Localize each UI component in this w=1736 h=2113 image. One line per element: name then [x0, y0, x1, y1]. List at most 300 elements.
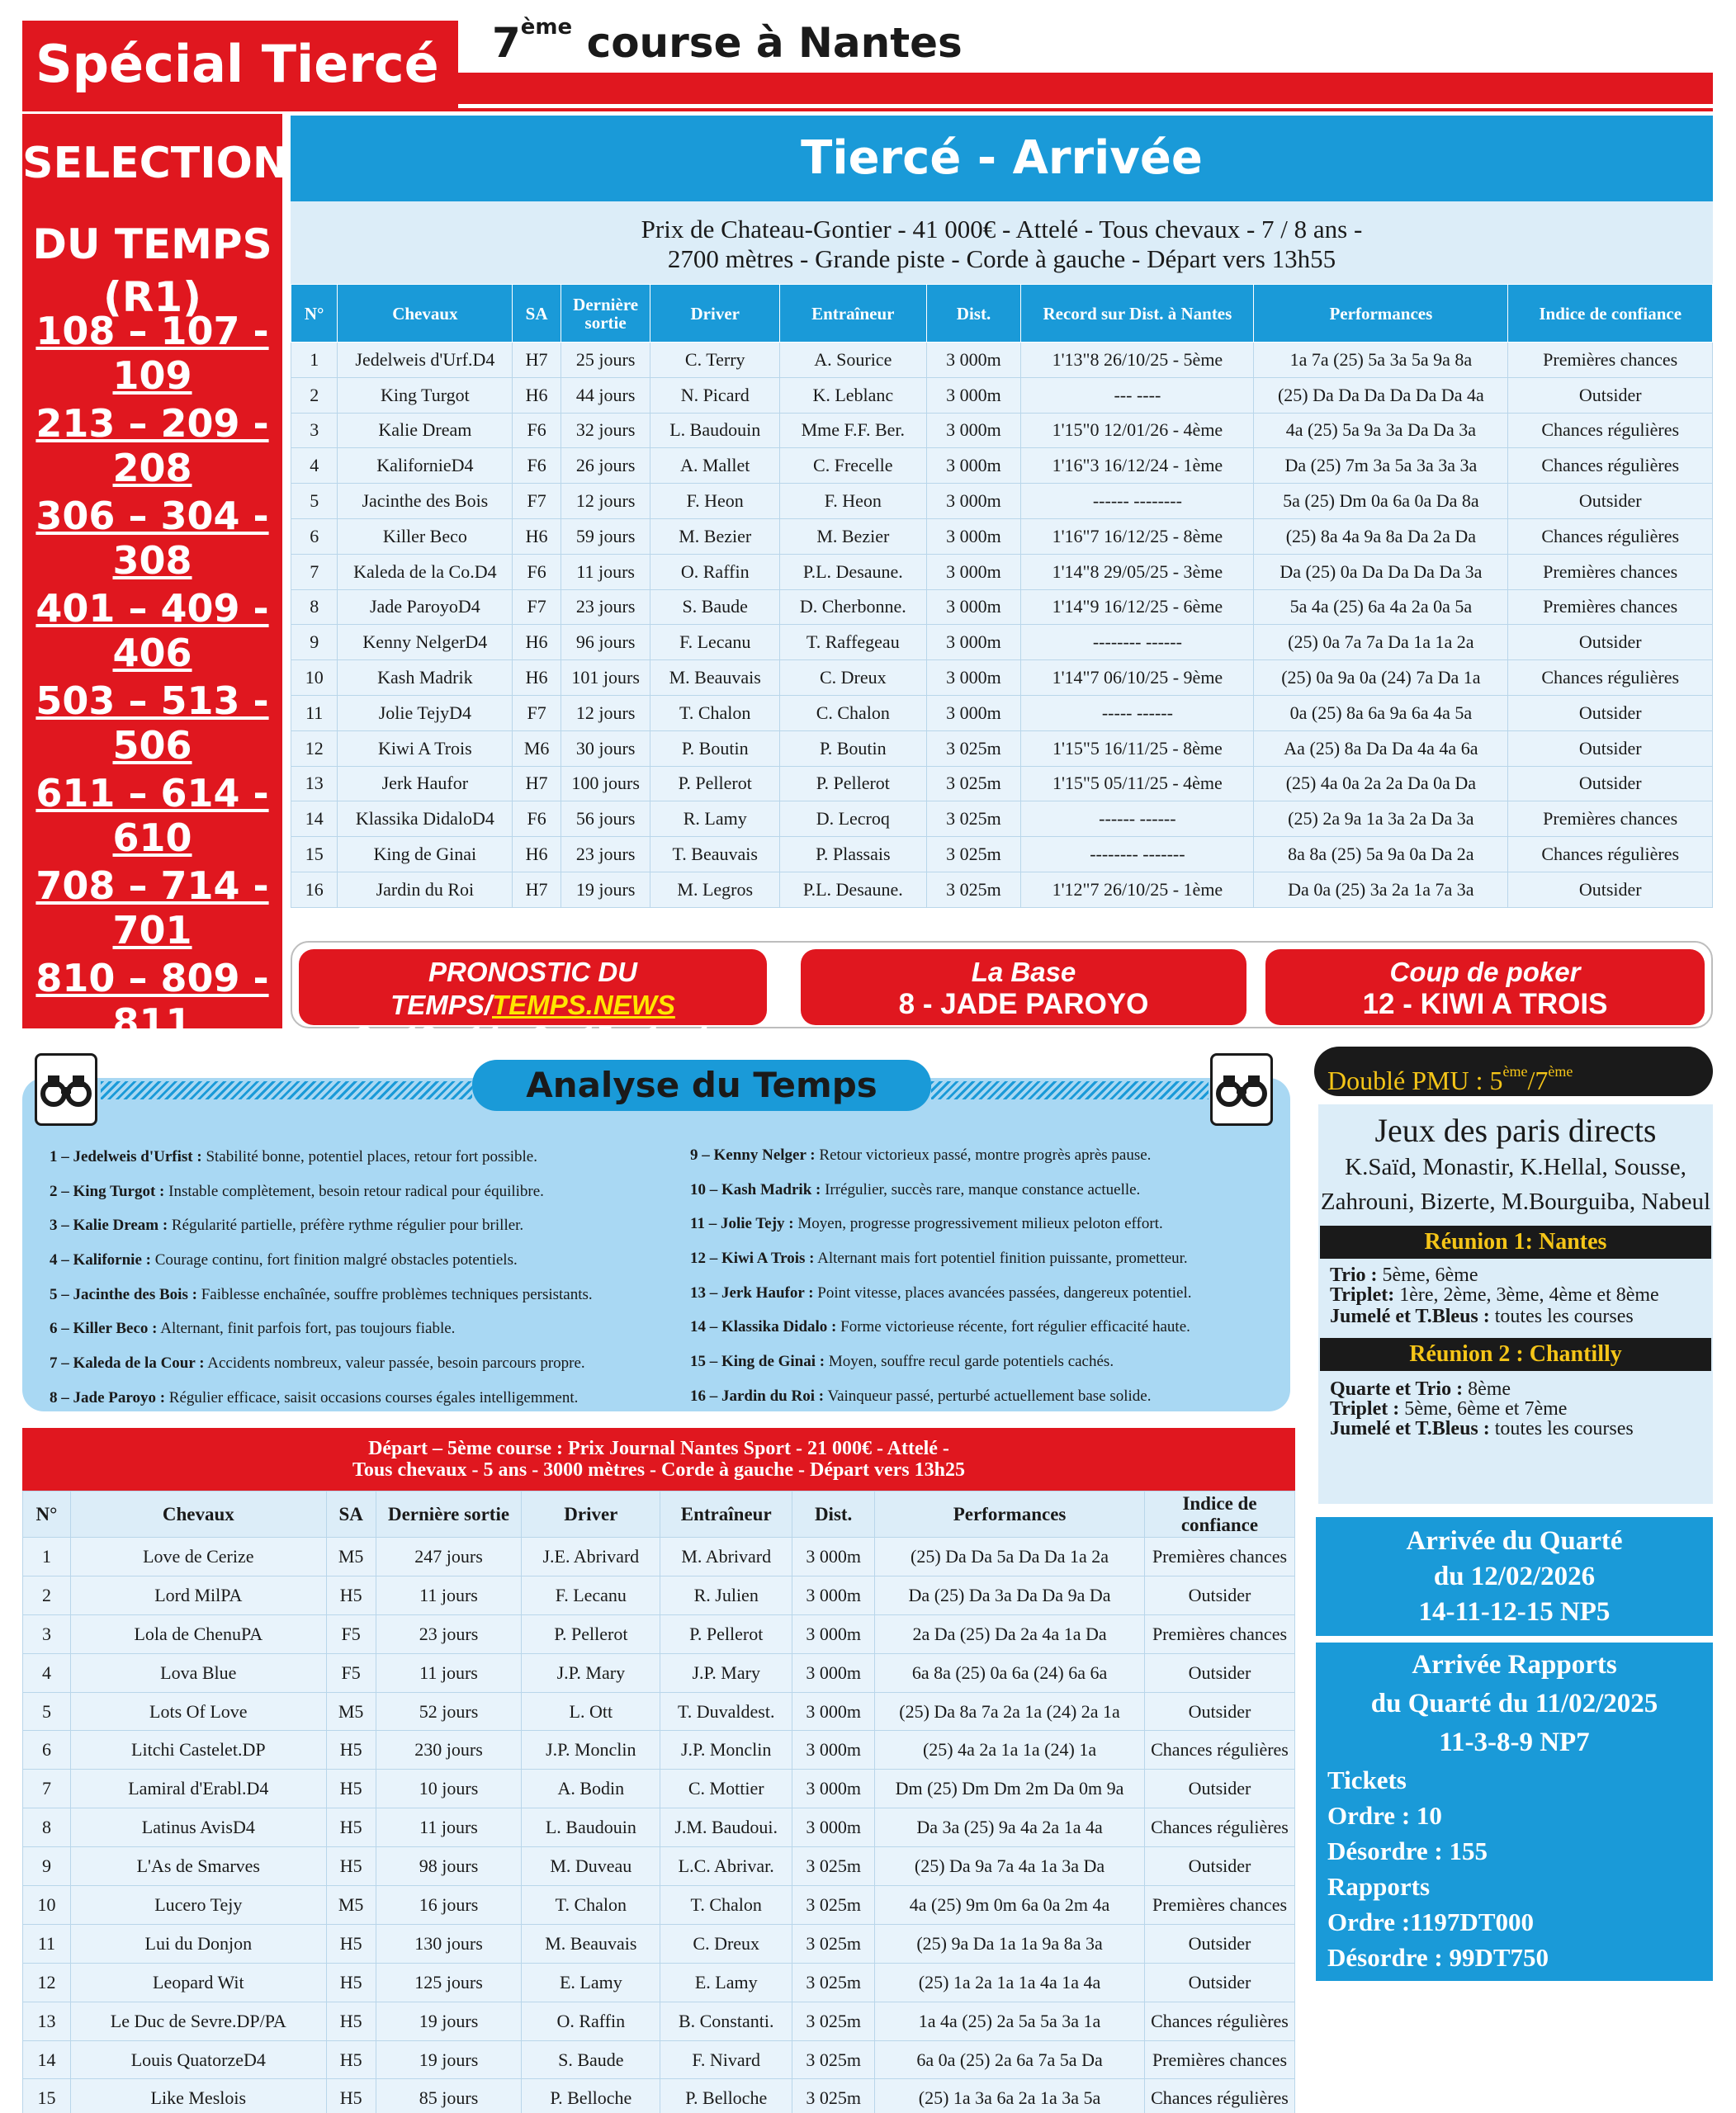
- column-header: Record sur Dist. à Nantes: [1021, 285, 1254, 343]
- table-cell: Outsider: [1508, 766, 1713, 801]
- column-header: Dernière sortie: [561, 285, 650, 343]
- table-cell: H6: [513, 518, 561, 554]
- table-cell: Chances régulières: [1144, 1731, 1294, 1770]
- temps-news-link[interactable]: TEMPS.NEWS: [492, 990, 675, 1020]
- table-cell: H5: [326, 1576, 376, 1614]
- analyse-horse-name: 8 – Jade Paroyo :: [50, 1388, 166, 1406]
- rapports-quarte-box: Arrivée Rapports du Quarté du 11/02/2025 11-3-8-9 NP7 Tickets Ordre : 10 Désordre : 155 Rapports Ordre :1197DT000 Désordre : 99DT750: [1316, 1643, 1713, 1981]
- table-cell: Klassika DidaloD4: [338, 801, 513, 837]
- table-cell: F6: [513, 413, 561, 448]
- table-cell: 19 jours: [376, 2040, 522, 2079]
- table-cell: J.P. Mary: [660, 1653, 792, 1692]
- table-cell: 1'16"7 16/12/25 - 8ème: [1021, 518, 1254, 554]
- hatch-decoration-left: [101, 1081, 472, 1099]
- table-cell: 1'14"8 29/05/25 - 3ème: [1021, 554, 1254, 589]
- table-cell: F7: [513, 695, 561, 730]
- table-cell: J.P. Mary: [522, 1653, 660, 1692]
- table-cell: Da (25) Da 3a Da Da 9a Da: [875, 1576, 1145, 1614]
- table-cell: Lucero Tejy: [70, 1886, 326, 1925]
- table-cell: Like Meslois: [70, 2079, 326, 2113]
- analyse-comment: Faiblesse enchaînée, souffre problèmes techniques persistants.: [196, 1285, 593, 1303]
- table-cell: H5: [326, 2002, 376, 2040]
- table-cell: --- ----: [1021, 377, 1254, 413]
- table-cell: F7: [513, 484, 561, 519]
- table-cell: 30 jours: [561, 730, 650, 766]
- table-cell: 12 jours: [561, 484, 650, 519]
- table-cell: 23 jours: [561, 837, 650, 872]
- table-cell: F. Nivard: [660, 2040, 792, 2079]
- table-cell: Premières chances: [1144, 1886, 1294, 1925]
- table-row: [291, 837, 1713, 872]
- table-cell: Premières chances: [1144, 1614, 1294, 1653]
- table-cell: 1'12"7 26/10/25 - 1ème: [1021, 872, 1254, 907]
- table-cell: 26 jours: [561, 448, 650, 484]
- table-cell: ----- ------: [1021, 695, 1254, 730]
- table-cell: P.L. Desaune.: [780, 872, 927, 907]
- table-cell: Outsider: [1508, 377, 1713, 413]
- jeux-paris-panel: [1318, 1104, 1713, 1504]
- analyse-item: [690, 1379, 1192, 1414]
- table-cell: 2a Da (25) Da 2a 4a 1a Da: [875, 1614, 1145, 1653]
- table-cell: Lova Blue: [70, 1653, 326, 1692]
- table-cell: 10: [291, 660, 338, 696]
- table-cell: F6: [513, 554, 561, 589]
- analyse-item: [690, 1310, 1192, 1345]
- table-cell: King Turgot: [338, 377, 513, 413]
- table-row: [291, 413, 1713, 448]
- table-row: [23, 1770, 1295, 1808]
- table-cell: Leopard Wit: [70, 1963, 326, 2002]
- table-cell: P. Pellerot: [522, 1614, 660, 1653]
- table-cell: (25) 1a 2a 1a 1a 4a 1a 4a: [875, 1963, 1145, 2002]
- table-cell: 19 jours: [561, 872, 650, 907]
- table-cell: 3 025m: [792, 1963, 875, 2002]
- table-cell: 247 jours: [376, 1538, 522, 1576]
- table-cell: Lots Of Love: [70, 1692, 326, 1731]
- table-cell: 3 000m: [792, 1692, 875, 1731]
- jeux-title: Jeux des paris directs: [1374, 1112, 1657, 1149]
- binoculars-icon: [35, 1053, 97, 1126]
- table-cell: 3 025m: [792, 2040, 875, 2079]
- table-cell: -------- ------: [1021, 625, 1254, 660]
- table-cell: T. Raffegeau: [780, 625, 927, 660]
- table-cell: P. Pellerot: [650, 766, 780, 801]
- analyse-comment: Régularité partielle, préfère rythme régulier pour briller.: [168, 1217, 524, 1235]
- table-cell: H5: [326, 2040, 376, 2079]
- table-cell: H5: [326, 1847, 376, 1886]
- table-cell: Latinus AvisD4: [70, 1808, 326, 1847]
- table-row: [291, 766, 1713, 801]
- table-cell: Dm (25) Dm Dm 2m Da 0m 9a: [875, 1770, 1145, 1808]
- table-cell: 11: [23, 1924, 71, 1963]
- analyse-comment: Instable complètement, besoin retour radical pour équilibre.: [164, 1182, 544, 1200]
- table-row: [23, 1538, 1295, 1576]
- table-cell: 3 000m: [926, 660, 1021, 696]
- table-cell: Chances régulières: [1508, 413, 1713, 448]
- table-cell: 3 000m: [792, 1614, 875, 1653]
- table-cell: F. Heon: [650, 484, 780, 519]
- table-cell: 6a 8a (25) 0a 6a (24) 6a 6a: [875, 1653, 1145, 1692]
- table-cell: Le Duc de Sevre.DP/PA: [70, 2002, 326, 2040]
- table-row: [23, 1924, 1295, 1963]
- table-cell: J.P. Monclin: [660, 1731, 792, 1770]
- table-cell: Chances régulières: [1144, 2002, 1294, 2040]
- table-cell: Premières chances: [1144, 1538, 1294, 1576]
- table-cell: Outsider: [1144, 1924, 1294, 1963]
- table-row: [291, 730, 1713, 766]
- table-cell: 125 jours: [376, 1963, 522, 2002]
- analyse-item: [690, 1276, 1192, 1311]
- table-cell: Premières chances: [1508, 589, 1713, 625]
- table-cell: H6: [513, 660, 561, 696]
- table-cell: H5: [326, 1924, 376, 1963]
- selection-subtitle: DU TEMPS (R1): [32, 220, 272, 321]
- table-cell: S. Baude: [650, 589, 780, 625]
- table-cell: Kalie Dream: [338, 413, 513, 448]
- reunion-1-title: Réunion 1: Nantes: [1320, 1226, 1711, 1259]
- special-tierce-banner: [22, 21, 458, 108]
- table-cell: 3 025m: [926, 730, 1021, 766]
- table-cell: C. Dreux: [780, 660, 927, 696]
- table-cell: 52 jours: [376, 1692, 522, 1731]
- table-cell: Chances régulières: [1144, 1808, 1294, 1847]
- analyse-comment: Moyen, souffre recul garde potentiels cachés.: [825, 1353, 1114, 1371]
- table-cell: Outsider: [1144, 1692, 1294, 1731]
- table-row: [291, 518, 1713, 554]
- table-cell: P.L. Desaune.: [780, 554, 927, 589]
- table-cell: 3 000m: [792, 1808, 875, 1847]
- table-cell: M6: [513, 730, 561, 766]
- table-cell: 3: [291, 413, 338, 448]
- table-cell: H7: [513, 343, 561, 378]
- table-cell: O. Raffin: [522, 2002, 660, 2040]
- table-cell: J.E. Abrivard: [522, 1538, 660, 1576]
- analyse-item: [690, 1138, 1192, 1173]
- table-cell: D. Lecroq: [780, 801, 927, 837]
- table-cell: Lola de ChenuPA: [70, 1614, 326, 1653]
- jeux-venues: K.Saïd, Monastir, K.Hellal, Sousse,: [1345, 1154, 1686, 1180]
- table-row: [291, 801, 1713, 837]
- la-base-badge: La Base 8 - JADE PAROYO: [801, 949, 1246, 1025]
- table-cell: Kenny NelgerD4: [338, 625, 513, 660]
- analyse-list-right: [690, 1138, 1192, 1414]
- table-cell: 3 025m: [926, 872, 1021, 907]
- table-cell: 96 jours: [561, 625, 650, 660]
- analyse-item: [50, 1381, 593, 1416]
- analyse-item: [690, 1207, 1192, 1241]
- table-cell: F6: [513, 448, 561, 484]
- analyse-comment: Alternant mais fort potentiel finition puissante, prometteur.: [814, 1250, 1188, 1268]
- table-cell: -------- -------: [1021, 837, 1254, 872]
- table-cell: 1'15"5 16/11/25 - 8ème: [1021, 730, 1254, 766]
- table-cell: 5a 4a (25) 6a 4a 2a 0a 5a: [1254, 589, 1508, 625]
- analyse-comment: Vainqueur passé, perturbé actuellement base solide.: [824, 1387, 1152, 1405]
- table-cell: 1'16"3 16/12/24 - 1ème: [1021, 448, 1254, 484]
- table-cell: H5: [326, 1731, 376, 1770]
- table-cell: Aa (25) 8a Da Da 4a 4a 6a: [1254, 730, 1508, 766]
- course-title: 7ème course à Nantes: [492, 15, 963, 67]
- table-cell: Outsider: [1508, 484, 1713, 519]
- analyse-item: [50, 1346, 593, 1381]
- jeux-venues: Zahrouni, Bizerte, M.Bourguiba, Nabeul: [1320, 1189, 1711, 1215]
- table-cell: 10: [23, 1886, 71, 1925]
- table-row: [23, 1576, 1295, 1614]
- table-cell: 1'15"5 05/11/25 - 4ème: [1021, 766, 1254, 801]
- table-cell: Chances régulières: [1508, 660, 1713, 696]
- pronostic-badge: PRONOSTIC DU TEMPS/TEMPS.NEWS 8 – 12 – 14 – 3 – 15 – 1 – 4: [299, 949, 767, 1025]
- table-cell: 25 jours: [561, 343, 650, 378]
- double-pmu-badge: Doublé PMU : 5ème/7ème: [1314, 1047, 1713, 1096]
- table-cell: F. Lecanu: [650, 625, 780, 660]
- table-cell: M5: [326, 1692, 376, 1731]
- analyse-item: [690, 1241, 1192, 1276]
- table-cell: C. Chalon: [780, 695, 927, 730]
- table-cell: 5: [23, 1692, 71, 1731]
- table-cell: 3 000m: [792, 1538, 875, 1576]
- table-cell: 1: [23, 1538, 71, 1576]
- table-cell: 3 000m: [926, 695, 1021, 730]
- table-cell: 5a (25) Dm 0a 6a 0a Da 8a: [1254, 484, 1508, 519]
- top-red-stripe: [458, 73, 1713, 104]
- table-cell: M5: [326, 1538, 376, 1576]
- table-cell: 7: [23, 1770, 71, 1808]
- table-cell: F6: [513, 801, 561, 837]
- column-header: Entraîneur: [780, 285, 927, 343]
- table-cell: 3 025m: [926, 837, 1021, 872]
- analyse-horse-name: 9 – Kenny Nelger :: [690, 1146, 816, 1164]
- table-cell: 3 000m: [792, 1653, 875, 1692]
- column-header: Dist.: [926, 285, 1021, 343]
- table-cell: H6: [513, 625, 561, 660]
- reunion-1-details: Trio : 5ème, 6ème Triplet: 1ère, 2ème, 3ème, 4ème et 8ème Jumelé et T.Bleus : toutes les courses: [1330, 1264, 1659, 1327]
- table-cell: 3 025m: [792, 2002, 875, 2040]
- table-cell: (25) 0a 7a 7a Da 1a 1a 2a: [1254, 625, 1508, 660]
- table-cell: Louis QuatorzeD4: [70, 2040, 326, 2079]
- table-cell: 100 jours: [561, 766, 650, 801]
- table-cell: P. Boutin: [650, 730, 780, 766]
- table-cell: M. Abrivard: [660, 1538, 792, 1576]
- table-cell: (25) 4a 2a 1a 1a (24) 1a: [875, 1731, 1145, 1770]
- table-cell: C. Dreux: [660, 1924, 792, 1963]
- table-row: [291, 448, 1713, 484]
- table-cell: Premières chances: [1508, 343, 1713, 378]
- column-header: Chevaux: [70, 1491, 326, 1538]
- table-cell: 3 025m: [792, 1886, 875, 1925]
- table-cell: Outsider: [1144, 1847, 1294, 1886]
- table-row: [23, 2040, 1295, 2079]
- analyse-item: [50, 1140, 593, 1175]
- table-row: [23, 2002, 1295, 2040]
- table-row: [291, 589, 1713, 625]
- analyse-item: [50, 1312, 593, 1346]
- table-cell: Jerk Haufor: [338, 766, 513, 801]
- table-cell: H7: [513, 872, 561, 907]
- selection-row: 708 – 714 - 701: [35, 863, 269, 953]
- table-cell: A. Bodin: [522, 1770, 660, 1808]
- depart-runners-table: [22, 1491, 1295, 2113]
- special-tierce-title: Spécial Tiercé: [35, 34, 439, 94]
- table-cell: 13: [291, 766, 338, 801]
- top-red-line: [22, 108, 1713, 111]
- table-cell: F5: [326, 1653, 376, 1692]
- analyse-item: [50, 1175, 593, 1209]
- analyse-horse-name: 1 – Jedelweis d'Urfist :: [50, 1148, 202, 1165]
- tierce-race-description: Prix de Chateau-Gontier - 41 000€ - Attelé - Tous chevaux - 7 / 8 ans - 2700 mètres - Grande piste - Corde à gauche - Départ vers 13h55: [291, 201, 1713, 284]
- table-cell: Lui du Donjon: [70, 1924, 326, 1963]
- analyse-horse-name: 13 – Jerk Haufor :: [690, 1283, 814, 1302]
- analyse-horse-name: 15 – King de Ginai :: [690, 1353, 825, 1371]
- table-row: [23, 1886, 1295, 1925]
- table-cell: 4: [23, 1653, 71, 1692]
- table-cell: KalifornieD4: [338, 448, 513, 484]
- selection-panel: [22, 114, 289, 1045]
- table-cell: 130 jours: [376, 1924, 522, 1963]
- table-row: [23, 1614, 1295, 1653]
- table-cell: 3 000m: [926, 589, 1021, 625]
- selection-row: 401 – 409 - 406: [35, 586, 269, 675]
- table-cell: F7: [513, 589, 561, 625]
- arrivee-quarte-result: 14-11-12-15 NP5: [1418, 1597, 1611, 1627]
- table-cell: 3 025m: [926, 766, 1021, 801]
- table-cell: Da (25) 7m 3a 5a 3a 3a 3a: [1254, 448, 1508, 484]
- table-cell: 8: [23, 1808, 71, 1847]
- table-cell: (25) Da Da Da Da Da Da 4a: [1254, 377, 1508, 413]
- table-cell: R. Julien: [660, 1576, 792, 1614]
- table-cell: A. Sourice: [780, 343, 927, 378]
- table-cell: 3 000m: [792, 1576, 875, 1614]
- table-cell: 5: [291, 484, 338, 519]
- table-cell: Outsider: [1144, 1653, 1294, 1692]
- table-cell: Chances régulières: [1508, 448, 1713, 484]
- table-cell: F. Lecanu: [522, 1576, 660, 1614]
- table-cell: (25) 9a Da 1a 1a 9a 8a 3a: [875, 1924, 1145, 1963]
- table-cell: 1'13"8 26/10/25 - 5ème: [1021, 343, 1254, 378]
- table-cell: 8: [291, 589, 338, 625]
- table-cell: ------ ------: [1021, 801, 1254, 837]
- arrivee-quarte-box: Arrivée du Quarté du 12/02/2026 14-11-12-15 NP5: [1316, 1517, 1713, 1636]
- table-cell: Outsider: [1508, 730, 1713, 766]
- table-cell: Jolie TejyD4: [338, 695, 513, 730]
- analyse-comment: Retour victorieux passé, montre progrès après pause.: [815, 1146, 1152, 1164]
- table-cell: Jacinthe des Bois: [338, 484, 513, 519]
- table-cell: 3 025m: [926, 801, 1021, 837]
- table-cell: 98 jours: [376, 1847, 522, 1886]
- table-cell: Outsider: [1508, 872, 1713, 907]
- table-row: [23, 1692, 1295, 1731]
- table-cell: L. Baudouin: [650, 413, 780, 448]
- table-cell: L'As de Smarves: [70, 1847, 326, 1886]
- table-cell: (25) 2a 9a 1a 3a 2a Da 3a: [1254, 801, 1508, 837]
- table-cell: P. Pellerot: [780, 766, 927, 801]
- analyse-comment: Régulier efficace, saisit occasions courses égales intelligemment.: [165, 1388, 579, 1406]
- table-cell: F. Heon: [780, 484, 927, 519]
- analyse-comment: Point vitesse, places avancées passées, dangereux potentiel.: [813, 1283, 1192, 1302]
- table-cell: 59 jours: [561, 518, 650, 554]
- analyse-horse-name: 16 – Jardin du Roi :: [690, 1387, 825, 1405]
- table-cell: 16: [291, 872, 338, 907]
- table-cell: O. Raffin: [650, 554, 780, 589]
- analyse-horse-name: 7 – Kaleda de la Cour :: [50, 1354, 205, 1373]
- table-cell: H6: [513, 837, 561, 872]
- table-cell: King de Ginai: [338, 837, 513, 872]
- analyse-horse-name: 6 – Killer Beco :: [50, 1320, 158, 1338]
- table-cell: 11 jours: [561, 554, 650, 589]
- analyse-comment: Courage continu, fort finition malgré obstacles potentiels.: [150, 1251, 518, 1269]
- analyse-horse-name: 4 – Kalifornie :: [50, 1251, 151, 1269]
- table-cell: 16 jours: [376, 1886, 522, 1925]
- table-cell: 3 025m: [792, 1924, 875, 1963]
- table-cell: Da 0a (25) 3a 2a 1a 7a 3a: [1254, 872, 1508, 907]
- table-row: [291, 377, 1713, 413]
- table-row: [291, 484, 1713, 519]
- table-cell: M. Beauvais: [650, 660, 780, 696]
- table-cell: (25) Da Da 5a Da Da 1a 2a: [875, 1538, 1145, 1576]
- table-cell: 0a (25) 8a 6a 9a 6a 4a 5a: [1254, 695, 1508, 730]
- table-cell: 10 jours: [376, 1770, 522, 1808]
- table-cell: Lord MilPA: [70, 1576, 326, 1614]
- table-cell: 23 jours: [376, 1614, 522, 1653]
- table-cell: K. Leblanc: [780, 377, 927, 413]
- table-row: [291, 872, 1713, 907]
- column-header: Dist.: [792, 1491, 875, 1538]
- table-cell: 12: [23, 1963, 71, 2002]
- table-cell: 3 000m: [792, 1731, 875, 1770]
- table-cell: 56 jours: [561, 801, 650, 837]
- table-cell: E. Lamy: [660, 1963, 792, 2002]
- hatch-decoration-right: [931, 1081, 1209, 1099]
- table-cell: H5: [326, 1808, 376, 1847]
- table-cell: 4a (25) 5a 9a 3a Da Da 3a: [1254, 413, 1508, 448]
- table-cell: 101 jours: [561, 660, 650, 696]
- analyse-comment: Accidents nombreux, valeur passée, besoin parcours propre.: [204, 1354, 585, 1373]
- table-cell: 3 025m: [792, 1847, 875, 1886]
- table-cell: 1'14"9 16/12/25 - 6ème: [1021, 589, 1254, 625]
- table-row: [291, 554, 1713, 589]
- table-cell: P. Belloche: [522, 2079, 660, 2113]
- analyse-item: [50, 1278, 593, 1312]
- table-cell: 4a (25) 9m 0m 6a 0a 2m 4a: [875, 1886, 1145, 1925]
- table-cell: 11 jours: [376, 1576, 522, 1614]
- table-cell: P. Boutin: [780, 730, 927, 766]
- table-cell: Da 3a (25) 9a 4a 2a 1a 4a: [875, 1808, 1145, 1847]
- table-cell: N. Picard: [650, 377, 780, 413]
- table-cell: F5: [326, 1614, 376, 1653]
- table-cell: 19 jours: [376, 2002, 522, 2040]
- table-cell: M. Bezier: [650, 518, 780, 554]
- table-cell: T. Chalon: [660, 1886, 792, 1925]
- table-row: [23, 1847, 1295, 1886]
- table-cell: Outsider: [1508, 625, 1713, 660]
- la-base-value: 8 - JADE PAROYO: [898, 988, 1149, 1020]
- table-cell: Mme F.F. Ber.: [780, 413, 927, 448]
- table-cell: S. Baude: [522, 2040, 660, 2079]
- table-cell: Lamiral d'Erabl.D4: [70, 1770, 326, 1808]
- analyse-item: [50, 1243, 593, 1278]
- table-cell: 11 jours: [376, 1808, 522, 1847]
- table-cell: 230 jours: [376, 1731, 522, 1770]
- table-cell: Jedelweis d'Urf.D4: [338, 343, 513, 378]
- table-cell: Kash Madrik: [338, 660, 513, 696]
- table-cell: 3 000m: [926, 518, 1021, 554]
- table-cell: 3 000m: [926, 625, 1021, 660]
- table-cell: Outsider: [1508, 695, 1713, 730]
- analyse-horse-name: 10 – Kash Madrik :: [690, 1180, 821, 1198]
- table-cell: T. Duvaldest.: [660, 1692, 792, 1731]
- analyse-item: [690, 1345, 1192, 1379]
- column-header: Driver: [522, 1491, 660, 1538]
- reunion-2-details: Quarte et Trio : 8ème Triplet : 5ème, 6ème et 7ème Jumelé et T.Bleus : toutes les courses: [1330, 1378, 1634, 1439]
- table-cell: 3 025m: [792, 2079, 875, 2113]
